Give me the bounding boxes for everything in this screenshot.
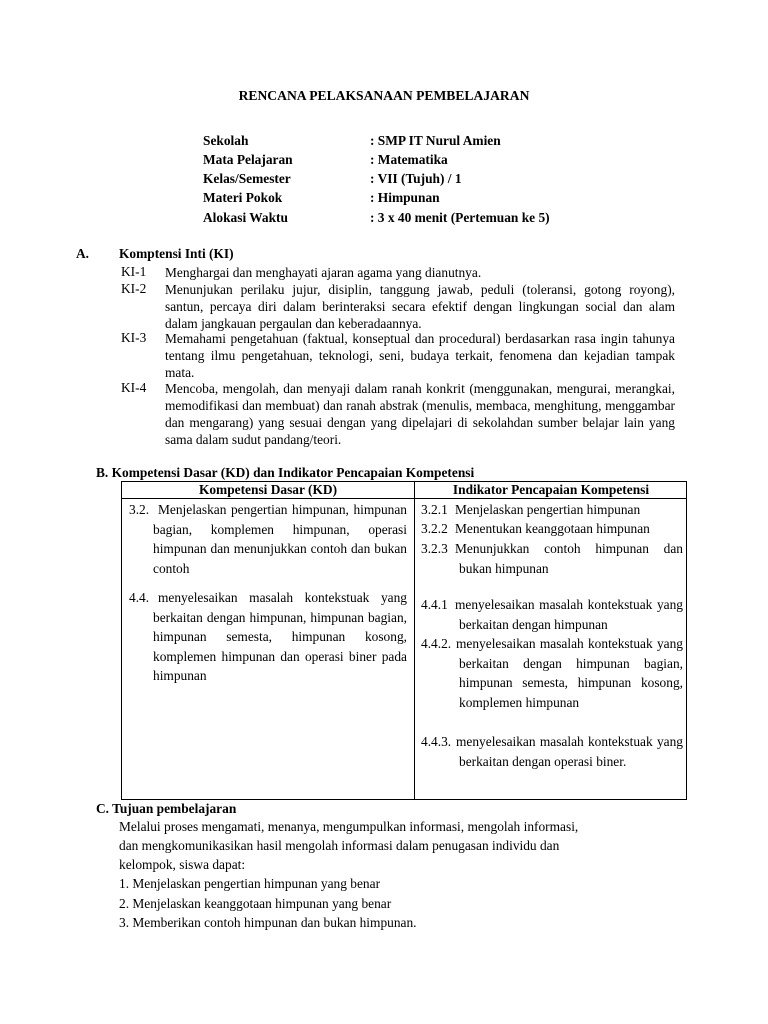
tujuan-intro-line: kelompok, siswa dapat: — [119, 857, 246, 872]
ipk-number: 4.4.2. — [421, 636, 452, 651]
tujuan-intro-line: dan mengkomunikasikan hasil mengolah informasi dalam penugasan individu dan — [119, 838, 560, 853]
document-title: RENCANA PELAKSANAAN PEMBELAJARAN — [238, 88, 530, 103]
tujuan-intro-line: Melalui proses mengamati, menanya, mengumpulkan informasi, mengolah informasi, — [119, 819, 579, 834]
ki-text: Memahami pengetahuan (faktual, konseptual dan procedural) berdasarkan rasa ingin tahunya tentang ilmu pengetahuan, teknologi, seni, budaya terkait, fenomena dan kejadian tampak mata. — [165, 331, 675, 380]
identity-value: : Himpunan — [370, 190, 440, 205]
identity-label: Sekolah — [203, 133, 249, 148]
kd-number: 4.4. — [129, 590, 150, 605]
ipk-text: menyelesaikan masalah kontekstuak yang berkaitan dengan himpunan — [455, 597, 683, 632]
section-b-heading: B. Kompetensi Dasar (KD) dan Indikator Pencapaian Kompetensi — [96, 465, 475, 480]
kd-text: Menjelaskan pengertian himpunan, himpunan bagian, komplemen himpunan, operasi himpunan dan menunjukkan contoh dan bukan contoh — [153, 502, 407, 576]
table-header-divider — [122, 498, 686, 499]
ipk-number: 4.4.3. — [421, 734, 452, 749]
ki-text: Menunjukan perilaku jujur, disiplin, tanggung jawab, peduli (toleransi, gotong royong), santun, percaya diri dalam berinteraksi secara efektif dengan lingkungan social dan alam dalam jangkauan pergaulan dan keberadaannya. — [165, 282, 675, 331]
table-column-divider — [414, 482, 415, 799]
identity-value: : Matematika — [370, 152, 448, 167]
kd-table — [121, 481, 687, 800]
identity-label: Kelas/Semester — [203, 171, 291, 186]
identity-value: : VII (Tujuh) / 1 — [370, 171, 462, 186]
ipk-number: 3.2.3 — [421, 541, 448, 556]
ipk-text: Menentukan keanggotaan himpunan — [455, 521, 650, 536]
ipk-number: 4.4.1 — [421, 597, 448, 612]
tujuan-list-item: 2. Menjelaskan keanggotaan himpunan yang benar — [119, 896, 392, 911]
section-c-heading: C. Tujuan pembelajaran — [96, 801, 237, 816]
column-header-kd: Kompetensi Dasar (KD) — [198, 482, 338, 497]
ipk-text: Menunjukkan contoh himpunan dan bukan himpunan — [455, 541, 683, 576]
ki-code: KI-4 — [121, 380, 147, 395]
identity-label: Alokasi Waktu — [203, 210, 288, 225]
identity-value: : 3 x 40 menit (Pertemuan ke 5) — [370, 210, 550, 225]
section-a-letter: A. — [76, 246, 90, 261]
kd-text: menyelesaikan masalah kontekstuak yang berkaitan dengan himpunan, himpunan bagian, himpunan semesta, himpunan kosong, komplemen himpunan dan operasi biner pada himpunan — [153, 590, 407, 684]
tujuan-list-item: 1. Menjelaskan pengertian himpunan yang benar — [119, 876, 381, 891]
ki-text: Menghargai dan menghayati ajaran agama yang dianutnya. — [165, 265, 482, 280]
identity-value: : SMP IT Nurul Amien — [370, 133, 501, 148]
identity-label: Materi Pokok — [203, 190, 283, 205]
ipk-number: 3.2.2 — [421, 521, 448, 536]
ipk-text: menyelesaikan masalah kontekstuak yang berkaitan dengan operasi biner. — [456, 734, 683, 769]
tujuan-list-item: 3. Memberikan contoh himpunan dan bukan himpunan. — [119, 915, 417, 930]
column-header-ipk: Indikator Pencapaian Kompetensi — [452, 482, 650, 497]
kd-number: 3.2. — [129, 502, 150, 517]
ipk-text: Menjelaskan pengertian himpunan — [455, 502, 641, 517]
identity-label: Mata Pelajaran — [203, 152, 293, 167]
section-a-heading: Komptensi Inti (KI) — [119, 246, 234, 261]
ki-text: Mencoba, mengolah, dan menyaji dalam ranah konkrit (menggunakan, mengurai, merangkai, memodifikasi dan membuat) dan ranah abstrak (menulis, membaca, menghitung, menggambar dan mengarang) yang sesuai dengan yang dipelajari di sekolahdan sumber belajar lain yang sama dalam sudut pandang/teori. — [165, 381, 675, 447]
ipk-text: menyelesaikan masalah kontekstuak yang berkaitan dengan himpunan bagian, himpunan semesta, himpunan kosong, komplemen himpunan — [456, 636, 683, 710]
ki-code: KI-3 — [121, 330, 147, 345]
ki-code: KI-1 — [121, 264, 147, 279]
ki-code: KI-2 — [121, 281, 147, 296]
ipk-number: 3.2.1 — [421, 502, 448, 517]
